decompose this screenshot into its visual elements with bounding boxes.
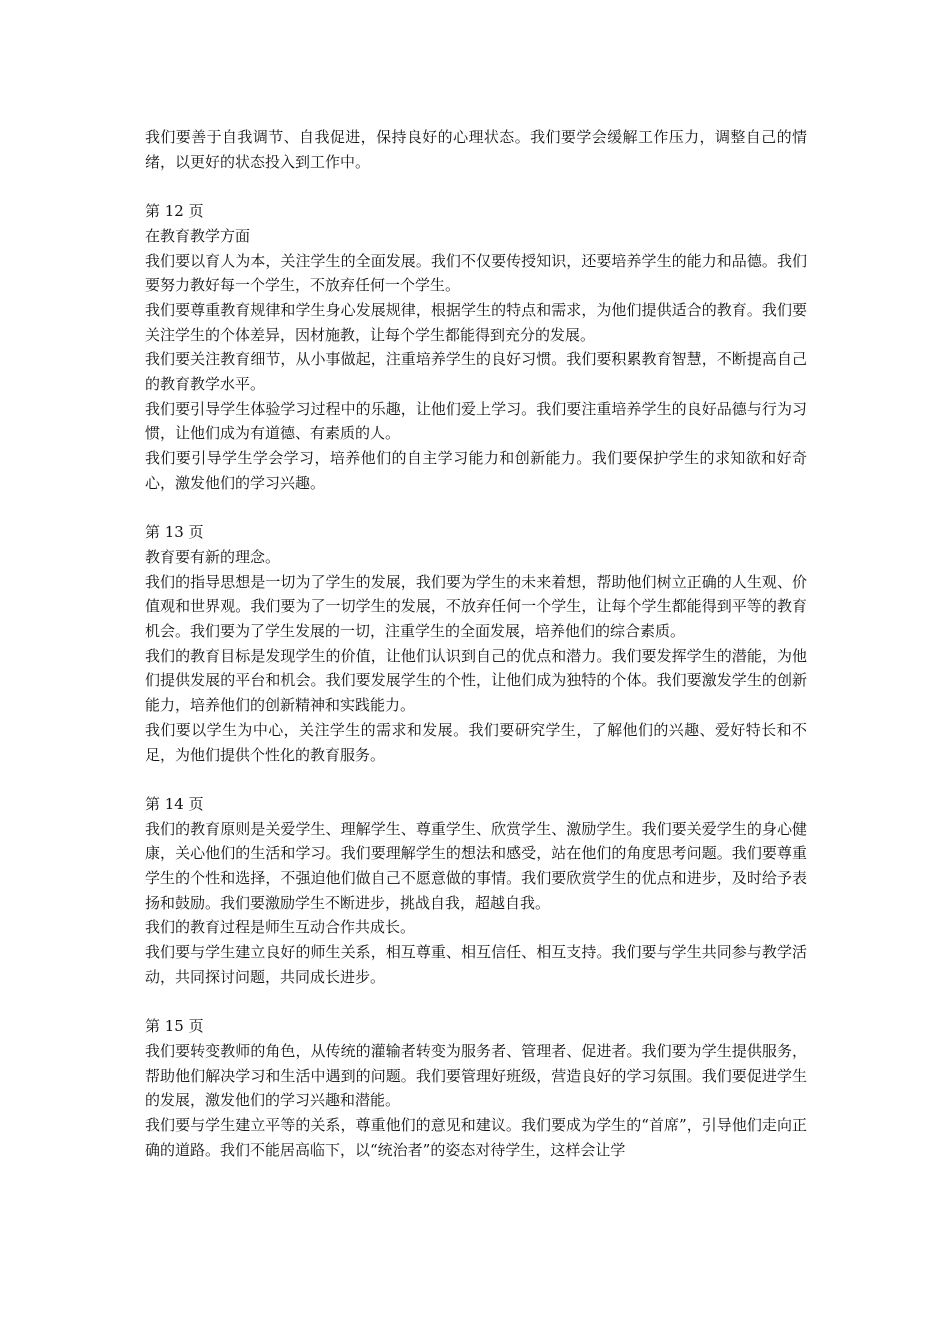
paragraph: 我们要引导学生学会学习，培养他们的自主学习能力和创新能力。我们要保护学生的求知欲和好奇心，激发他们的学习兴趣。 bbox=[145, 449, 807, 492]
paragraph: 在教育教学方面 bbox=[145, 226, 251, 245]
section-gap bbox=[145, 496, 807, 521]
section-page-14 bbox=[145, 792, 807, 990]
paragraph: 我们的指导思想是一切为了学生的发展，我们要为学生的未来着想，帮助他们树立正确的人生观、价值观和世界观。我们要为了一切学生的发展，不放弃任何一个学生，让每个学生都能得到平等的教育机会。我们要为了学生发展的一切，注重学生的全面发展，培养他们的综合素质。 bbox=[145, 572, 807, 641]
section-page-15 bbox=[145, 1014, 807, 1162]
paragraph: 我们要与学生建立良好的师生关系，相互尊重、相互信任、相互支持。我们要与学生共同参与教学活动，共同探讨问题，共同成长进步。 bbox=[145, 943, 807, 986]
section-page-13 bbox=[145, 520, 807, 767]
page-label: 第 15 页 bbox=[145, 1017, 204, 1036]
paragraph: 我们要以学生为中心，关注学生的需求和发展。我们要研究学生，了解他们的兴趣、爱好特长和不足，为他们提供个性化的教育服务。 bbox=[145, 720, 807, 764]
document-body bbox=[145, 125, 807, 1162]
paragraph: 我们要以育人为本，关注学生的全面发展。我们不仅要传授知识，还要培养学生的能力和品德。我们要努力教好每一个学生，不放弃任何一个学生。 bbox=[145, 251, 807, 295]
paragraph: 我们的教育过程是师生互动合作共成长。 bbox=[145, 918, 416, 937]
paragraph: 我们的教育原则是关爱学生、理解学生、尊重学生、欣赏学生、激励学生。我们要关爱学生的身心健康，关心他们的生活和学习。我们要理解学生的想法和感受，站在他们的角度思考问题。我们要尊重学生的个性和选择，不强迫他们做自己不愿意做的事情。我们要欣赏学生的优点和进步，及时给予表扬和鼓励。我们要激励学生不断进步，挑战自我，超越自我。 bbox=[145, 819, 807, 912]
section-gap bbox=[145, 174, 807, 199]
paragraph: 我们要转变教师的角色，从传统的灌输者转变为服务者、管理者、促进者。我们要为学生提供服务，帮助他们解决学习和生活中遇到的问题。我们要管理好班级，营造良好的学习氛围。我们要促进学生的发展，激发他们的学习兴趣和潜能。 bbox=[145, 1041, 807, 1110]
paragraph: 我们的教育目标是发现学生的价值，让他们认识到自己的优点和潜力。我们要发挥学生的潜能，为他们提供发展的平台和机会。我们要发展学生的个性，让他们成为独特的个体。我们要激发学生的创新能力，培养他们的创新精神和实践能力。 bbox=[145, 646, 807, 715]
page-label: 第 12 页 bbox=[145, 202, 204, 221]
paragraph: 我们要关注教育细节，从小事做起，注重培养学生的良好习惯。我们要积累教育智慧，不断提高自己的教育教学水平。 bbox=[145, 350, 807, 394]
page-label: 第 13 页 bbox=[145, 523, 204, 542]
section-gap bbox=[145, 767, 807, 792]
section-page-12 bbox=[145, 199, 807, 495]
intro-paragraph: 我们要善于自我调节、自我促进，保持良好的心理状态。我们要学会缓解工作压力，调整自己的情绪，以更好的状态投入到工作中。 bbox=[145, 128, 807, 171]
paragraph: 我们要与学生建立平等的关系，尊重他们的意见和建议。我们要成为学生的“首席”，引导他们走向正确的道路。我们不能居高临下，以“统治者”的姿态对待学生，这样会让学 bbox=[145, 1116, 807, 1159]
paragraph: 我们要引导学生体验学习过程中的乐趣，让他们爱上学习。我们要注重培养学生的良好品德与行为习惯，让他们成为有道德、有素质的人。 bbox=[145, 399, 807, 443]
paragraph: 我们要尊重教育规律和学生身心发展规律，根据学生的特点和需求，为他们提供适合的教育。我们要关注学生的个体差异，因材施教，让每个学生都能得到充分的发展。 bbox=[145, 300, 807, 344]
section-gap bbox=[145, 990, 807, 1015]
paragraph: 教育要有新的理念。 bbox=[145, 547, 281, 566]
page-label: 第 14 页 bbox=[145, 794, 204, 813]
